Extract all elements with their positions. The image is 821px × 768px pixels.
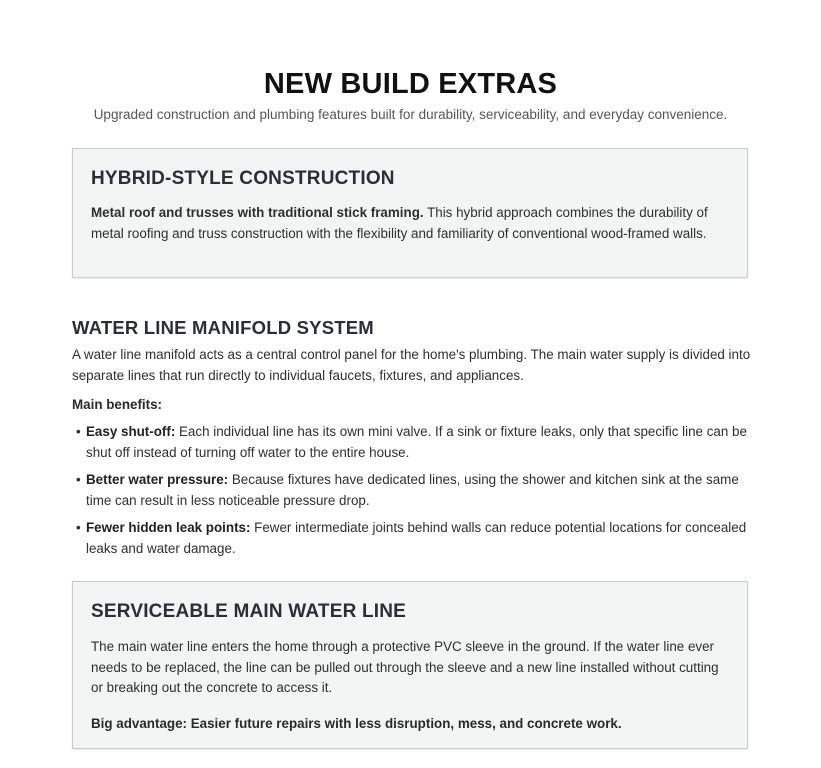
serviceable-water-line-advantage: Big advantage: Easier future repairs with less disruption, mess, and concrete work. [91,716,622,731]
page-subtitle: Upgraded construction and plumbing features built for durability, serviceability, and everyday convenience. [93,107,728,122]
hybrid-construction-text [91,203,729,244]
benefit-text: Fewer intermediate joints behind walls can reduce potential locations for concealed leaks and water damage. [86,520,747,556]
serviceable-water-line-text: The main water line enters the home through a protective PVC sleeve in the ground. If the water line ever needs to be replaced, the line can be pulled out through the sleeve and a new line installed without cutting or breaking out the concrete to access it. [91,639,719,695]
hybrid-construction-body: This hybrid approach combines the durability of metal roofing and truss construction with the flexibility and familiarity of conventional wood-framed walls. [91,205,708,241]
bullet-icon: • [76,520,81,535]
benefit-item [76,422,752,463]
bullet-icon: • [76,424,81,439]
benefit-lead: Easy shut-off: [86,424,176,439]
bullet-icon: • [76,472,81,487]
manifold-section-title: WATER LINE MANIFOLD SYSTEM [72,317,374,338]
benefit-lead: Better water pressure: [86,472,229,487]
benefit-item [76,470,752,511]
serviceable-water-line-title: SERVICEABLE MAIN WATER LINE [91,601,407,622]
benefit-text: Each individual line has its own mini valve. If a sink or fixture leaks, only that specific line can be shut off instead of turning off water to the entire house. [86,424,747,460]
hybrid-construction-lead: Metal roof and trusses with traditional stick framing. [91,205,424,220]
benefit-lead: Fewer hidden leak points: [86,520,251,535]
manifold-intro: A water line manifold acts as a central control panel for the home's plumbing. The main water supply is divided into separate lines that run directly to individual faucets, fixtures, and appliances. [72,347,751,383]
hybrid-construction-box [72,148,748,278]
benefit-item [76,518,752,559]
benefit-text: Because fixtures have dedicated lines, using the shower and kitchen sink at the same time can result in less noticeable pressure drop. [86,472,739,508]
benefits-label: Main benefits: [72,397,163,412]
page-title: NEW BUILD EXTRAS [263,68,558,100]
serviceable-water-line-box [72,581,748,749]
hybrid-construction-title: HYBRID-STYLE CONSTRUCTION [91,168,395,189]
